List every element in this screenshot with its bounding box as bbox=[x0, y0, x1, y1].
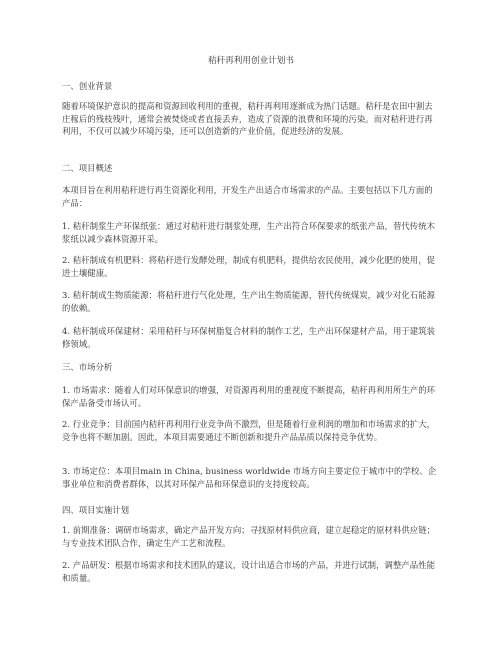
paragraph-plan-development: 2. 产品研发：根据市场需求和技术团队的建议，设计出适合市场的产品，并进行试制，调整产品性能和质量。 bbox=[62, 560, 436, 583]
paragraph-overview-item-2: 2. 秸秆制成有机肥料：将秸秆进行发酵处理，制成有机肥料，提供给农民使用，减少化肥的使用，促进土壤健康。 bbox=[62, 255, 436, 278]
paragraph-overview-item-1: 1. 秸秆制浆生产环保纸张：通过对秸秆进行制浆处理，生产出符合环保要求的纸张产品，替代传统木浆纸以减少森林资源开采。 bbox=[62, 221, 436, 244]
paragraph-market-competition: 2. 行业竞争：目前国内秸秆再利用行业竞争尚不激烈，但是随着行业利润的增加和市场需求的扩大，竞争也将不断加剧。因此，本项目需要通过不断创新和提升产品品质以保持竞争优势。 bbox=[62, 419, 436, 442]
paragraph-overview-item-4: 4. 秸秆制成环保建材：采用秸秆与环保树脂复合材料的制作工艺，生产出环保建材产品，用于建筑装修领域。 bbox=[62, 326, 436, 349]
paragraph-background: 随着环境保护意识的提高和资源回收利用的重视，秸秆再利用逐渐成为热门话题。秸秆是农田中割去庄稼后的残枝残叶，通常会被焚烧或者直接丢弃，造成了资源的浪费和环境的污染。而对秸秆进行再利用，不仅可以减少环境污染，还可以创造新的产业价值，促进经济的发展。 bbox=[62, 101, 433, 136]
section-heading-overview: 二、项目概述 bbox=[62, 163, 113, 173]
paragraph-overview-item-3: 3. 秸秆制成生物质能源：将秸秆进行气化处理，生产出生物质能源，替代传统煤炭，减少对化石能源的依赖。 bbox=[62, 290, 436, 313]
section-heading-plan: 四、项目实施计划 bbox=[62, 505, 129, 515]
section-heading-market: 三、市场分析 bbox=[62, 362, 113, 372]
paragraph-market-positioning: 3. 市场定位：本项目main in China, business worldwide 市场方向主要定位于城市中的学校、企事业单位和消费者群体，以其对环保产品和环保意识的支持度较高。 bbox=[62, 466, 437, 489]
paragraph-plan-preparation: 1. 前期准备：调研市场需求，确定产品开发方向；寻找原材料供应商，建立起稳定的原材料供应链；与专业技术团队合作，确定生产工艺和流程。 bbox=[62, 525, 436, 548]
section-heading-background: 一、创业背景 bbox=[62, 81, 113, 91]
document-title: 秸秆再利用创业计划书 bbox=[208, 56, 294, 66]
paragraph-market-demand: 1. 市场需求：随着人们对环保意识的增强，对资源再利用的重视度不断提高，秸秆再利用所生产的环保产品备受市场认可。 bbox=[62, 385, 436, 408]
paragraph-overview-intro: 本项目旨在利用秸秆进行再生资源化利用，开发生产出适合市场需求的产品。主要包括以下几方面的产品： bbox=[62, 185, 433, 208]
